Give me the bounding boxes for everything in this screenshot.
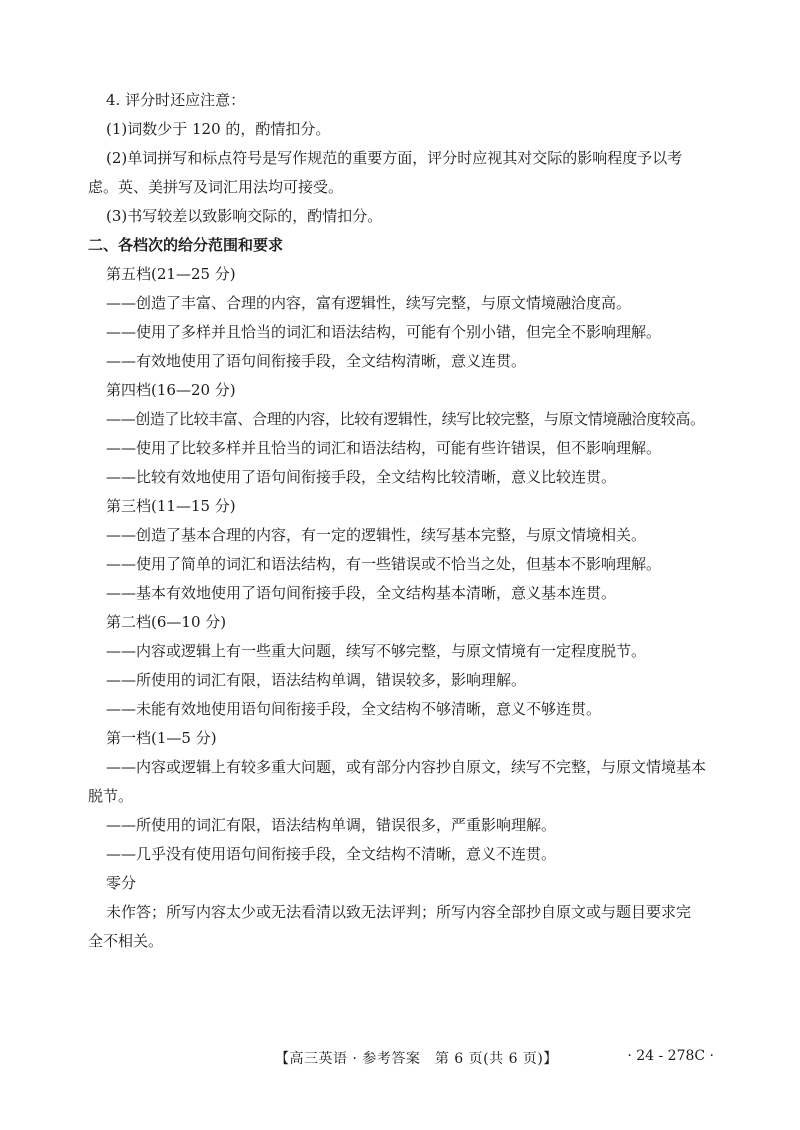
zero-description-line-2: 全不相关。 — [88, 932, 164, 950]
grade-1-criterion-1-line-1: ——内容或逻辑上有较多重大问题，或有部分内容抄自原文，续写不完整，与原文情境基本 — [106, 758, 707, 776]
grade-2-criterion-3: ——未能有效地使用语句间衔接手段，全文结构不够清晰，意义不够连贯。 — [106, 700, 602, 718]
grade-3-criterion-1: ——创造了基本合理的内容，有一定的逻辑性，续写基本完整，与原文情境相关。 — [106, 526, 647, 544]
grade-5-criterion-1: ——创造了丰富、合理的内容，富有逻辑性，续写完整，与原文情境融洽度高。 — [106, 294, 632, 312]
grade-4-criterion-3: ——比较有效地使用了语句间衔接手段，全文结构比较清晰，意义比较连贯。 — [106, 468, 617, 486]
grade-2-criterion-2: ——所使用的词汇有限，语法结构单调，错误较多，影响理解。 — [106, 671, 527, 689]
grade-4-criterion-2: ——使用了比较多样并且恰当的词汇和语法结构，可能有些许错误，但不影响理解。 — [106, 439, 662, 457]
grade-1-heading: 第一档(1—5 分) — [106, 729, 217, 747]
section-title: 二、各档次的给分范围和要求 — [88, 236, 284, 254]
grade-1-criterion-3: ——几乎没有使用语句间衔接手段，全文结构不清晰，意义不连贯。 — [106, 845, 557, 863]
grade-4-criterion-1: ——创造了比较丰富、合理的内容，比较有逻辑性，续写比较完整，与原文情境融洽度较高。 — [106, 410, 705, 428]
grade-1-criterion-1-line-2: 脱节。 — [88, 787, 134, 805]
zero-description-line-1: 未作答；所写内容太少或无法看清以致无法评判；所写内容全部抄自原文或与题目要求完 — [106, 903, 692, 921]
grade-5-criterion-3: ——有效地使用了语句间衔接手段，全文结构清晰，意义连贯。 — [106, 352, 527, 370]
note-item-2-line-1: (2)单词拼写和标点符号是写作规范的重要方面，评分时应视其对交际的影响程度予以考 — [106, 149, 683, 167]
grade-3-heading: 第三档(11—15 分) — [106, 497, 236, 515]
footer-doc-code: · 24 - 278C · — [627, 1048, 714, 1064]
note-title: 4. 评分时还应注意： — [106, 91, 246, 109]
grade-4-heading: 第四档(16—20 分) — [106, 381, 236, 399]
note-item-3: (3)书写较差以致影响交际的，酌情扣分。 — [106, 207, 383, 225]
note-item-2-line-2: 虑。英、美拼写及词汇用法均可接受。 — [88, 178, 344, 196]
zero-heading: 零分 — [106, 874, 137, 892]
grade-3-criterion-2: ——使用了简单的词汇和语法结构，有一些错误或不恰当之处，但基本不影响理解。 — [106, 555, 662, 573]
grade-1-criterion-2: ——所使用的词汇有限，语法结构单调，错误很多，严重影响理解。 — [106, 816, 557, 834]
footer-page-info: 【高三英语 · 参考答案 第 6 页(共 6 页)】 — [275, 1051, 558, 1067]
grade-5-criterion-2: ——使用了多样并且恰当的词汇和语法结构，可能有个别小错，但完全不影响理解。 — [106, 323, 662, 341]
page-footer — [0, 1048, 800, 1072]
grade-5-heading: 第五档(21—25 分) — [106, 265, 236, 283]
document-body — [88, 86, 728, 956]
grade-3-criterion-3: ——基本有效地使用了语句间衔接手段，全文结构基本清晰，意义基本连贯。 — [106, 584, 617, 602]
grade-2-criterion-1: ——内容或逻辑上有一些重大问题，续写不够完整，与原文情境有一定程度脱节。 — [106, 642, 647, 660]
grade-2-heading: 第二档(6—10 分) — [106, 613, 227, 631]
note-item-1: (1)词数少于 120 的，酌情扣分。 — [106, 120, 331, 138]
